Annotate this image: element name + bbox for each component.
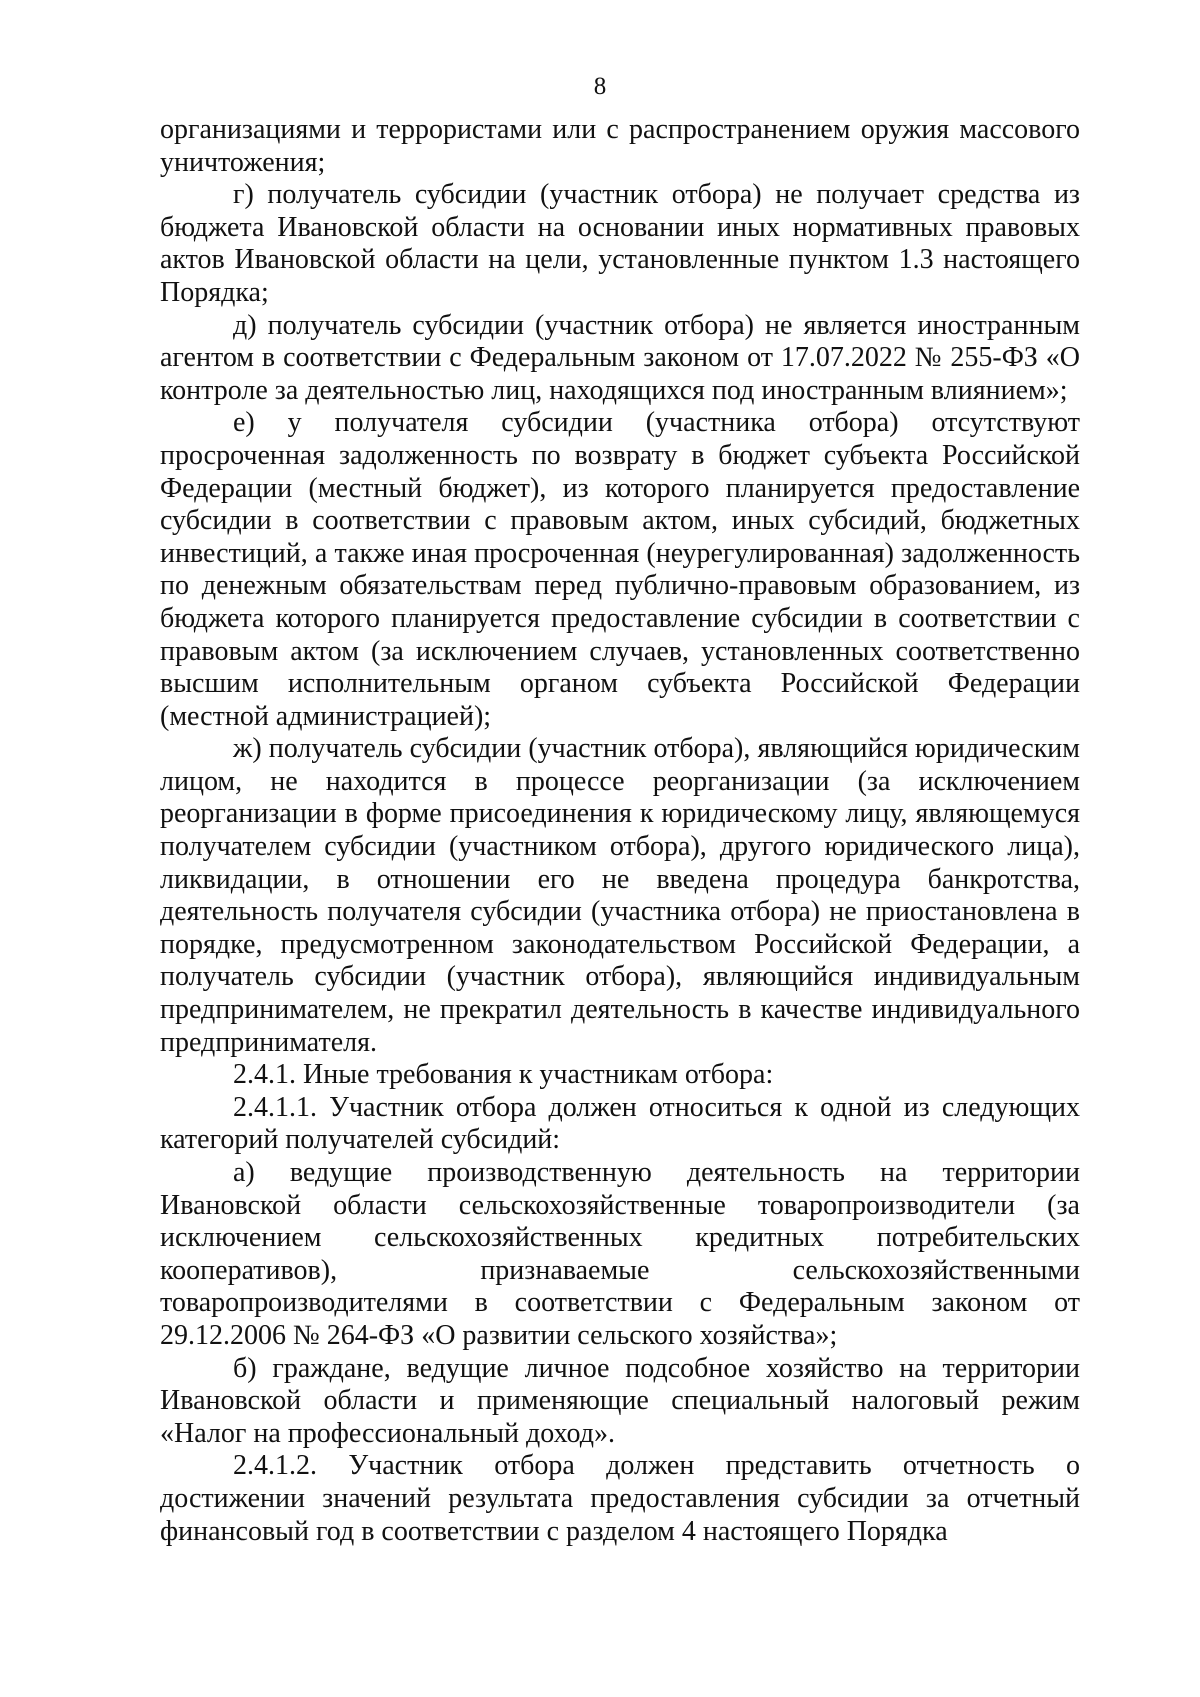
paragraph-item-b: б) граждане, ведущие личное подсобное хозяйство на территории Ивановской области и применяющие специальный налоговый режим «Налог на профессиональный доход». [160, 1352, 1080, 1449]
paragraph-item-d: д) получатель субсидии (участник отбора) не является иностранным агентом в соответствии с Федеральным законом от 17.07.2022 № 255-ФЗ «О контроле за деятельностью лиц, находящихся под иностранным влиянием»; [160, 309, 1080, 406]
paragraph-continuation: организациями и террористами или с распространением оружия массового уничтожения; [160, 114, 1080, 178]
document-body [160, 114, 1080, 1548]
paragraph-item-a: а) ведущие производственную деятельность на территории Ивановской области сельскохозяйственные товаропроизводители (за исключением сельскохозяйственных кредитных потребительских кооперативов), признаваемые сельскохозяйственными товаропроизводителями в соответствии с Федеральным законом от 29.12.2006 № 264-ФЗ «О развитии сельского хозяйства»; [160, 1157, 1080, 1351]
paragraph-item-g: г) получатель субсидии (участник отбора) не получает средства из бюджета Ивановской области на основании иных нормативных правовых актов Ивановской области на цели, установленные пунктом 1.3 настоящего Порядка; [160, 179, 1080, 308]
paragraph-2-4-1-2: 2.4.1.2. Участник отбора должен представить отчетность о достижении значений результата предоставления субсидии за отчетный финансовый год в соответствии с разделом 4 настоящего Порядка [160, 1450, 1080, 1547]
paragraph-item-zh: ж) получатель субсидии (участник отбора), являющийся юридическим лицом, не находится в процессе реорганизации (за исключением реорганизации в форме присоединения к юридическому лицу, являющемуся получателем субсидии (участником отбора), другого юридического лица), ликвидации, в отношении его не введена процедура банкротства, деятельность получателя субсидии (участника отбора) не приостановлена в порядке, предусмотренном законодательством Российской Федерации, а получатель субсидии (участник отбора), являющийся индивидуальным предпринимателем, не прекратил деятельность в качестве индивидуального предпринимателя. [160, 733, 1080, 1058]
paragraph-item-e: е) у получателя субсидии (участника отбора) отсутствуют просроченная задолженность по возврату в бюджет субъекта Российской Федерации (местный бюджет), из которого планируется предоставление субсидии в соответствии с правовым актом, иных субсидий, бюджетных инвестиций, а также иная просроченная (неурегулированная) задолженность по денежным обязательствам перед публично-правовым образованием, из бюджета которого планируется предоставление субсидии в соответствии с правовым актом (за исключением случаев, установленных соответственно высшим исполнительным органом субъекта Российской Федерации (местной администрацией); [160, 407, 1080, 732]
paragraph-2-4-1: 2.4.1. Иные требования к участникам отбора: [233, 1059, 774, 1091]
page-number: 8 [593, 73, 607, 100]
paragraph-2-4-1-1: 2.4.1.1. Участник отбора должен относиться к одной из следующих категорий получателей субсидий: [160, 1091, 1080, 1156]
